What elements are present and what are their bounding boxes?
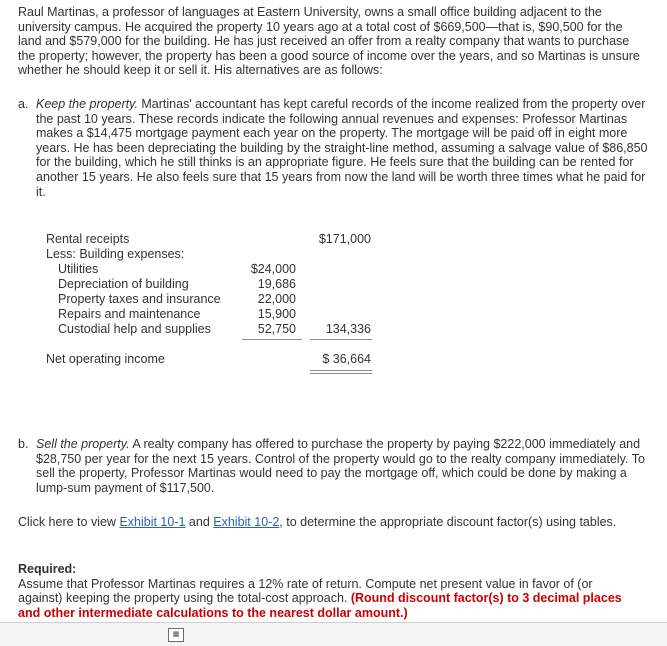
expense-label-custodial: Custodial help and supplies [58,322,211,336]
bottom-toolbar [0,622,667,646]
rental-receipts-row [46,232,129,247]
exhibit-10-2-link[interactable]: Exhibit 10-2 [213,515,280,529]
intro-paragraph: Raul Martinas, a professor of languages at Eastern University, owns a small office building adjacent to the university campus. He acquired the property 10 years ago at a total cost of $669,500—that is, $90,500 for the land and $579,000 for the building. He has just received an offer from a realty company that wants to purchase the property; however, the property has been a good source of income over the years, and so Martinas is unsure whether he should keep it or sell it. His alternatives are as follows: [18,5,640,78]
option-a [18,97,648,199]
less-expenses-label: Less: Building expenses: [46,247,185,261]
option-a-label: a. [18,97,29,111]
expense-label-repairs: Repairs and maintenance [58,307,201,321]
option-b-text: A realty company has offered to purchase the property by paying $222,000 immediately and $28,750 per year for the next 15 years. Control of the property would go to the realty company immediately. To sell the property, Professor Martinas would need to pay the mortgage off, which could be done by making a lump-sum payment of $117,500. [36,437,645,495]
exhibit-prefix: Click here to view [18,515,120,529]
net-income-amount: $ 36,664 [322,352,371,366]
expense-amount-repairs: 15,900 [257,307,296,321]
required-section [18,562,648,620]
less-expenses-row [46,247,184,262]
rental-receipts-amount: $171,000 [318,232,371,246]
exhibit-paragraph [18,515,628,530]
net-income-label: Net operating income [46,352,165,366]
option-b-label: b. [18,437,29,451]
expense-label-taxes: Property taxes and insurance [58,292,221,306]
expense-amount-utilities: $24,000 [250,262,296,276]
required-heading: Required: [18,562,77,576]
spreadsheet-icon[interactable]: ▦ [168,628,184,642]
total-expenses-amount: 134,336 [325,322,371,336]
net-income-double-underline-1 [310,370,372,371]
expense-amount-custodial: 52,750 [257,322,296,336]
net-income-double-underline-2 [310,373,372,374]
rounding-instruction: (Round discount factor(s) to 3 decimal places and other intermediate calculations to the nearest dollar amount.) [18,591,622,620]
expense-amount-taxes: 22,000 [257,292,296,306]
option-b-title: Sell the property. [36,437,130,451]
expense-amount-depreciation: 19,686 [257,277,296,291]
required-text: Assume that Professor Martinas requires a 12% rate of return. Compute net present value in favor of (or against) keeping the property using the total-cost approach. [18,576,593,606]
expense-label-depreciation: Depreciation of building [58,277,189,291]
expense-label-utilities: Utilities [58,262,99,276]
rental-receipts-label: Rental receipts [46,232,130,246]
exhibit-middle: and [185,515,214,529]
option-a-title: Keep the property. [36,97,138,111]
option-a-text: Martinas' accountant has kept careful records of the income realized from the property over the past 10 years. These records indicate the following annual revenues and expenses: Professor Martinas makes a $14,475 mortgage payment each year on the property. The mortgage will be paid off in eight more years. He has been depreciating the building by the straight-line method, assuming a salvage value of $86,850 for the building, which he still thinks is an appropriate figure. He feels sure that the building can be rented for another 15 years. He also feels sure that 15 years from now the land will be worth three times what he paid for it. [36,97,648,199]
exhibit-suffix: , to determine the appropriate discount factor(s) using tables. [279,515,617,529]
exhibit-10-1-link[interactable]: Exhibit 10-1 [119,515,186,529]
option-b [18,437,648,495]
total-underline [310,339,372,340]
expenses-underline [242,339,302,340]
